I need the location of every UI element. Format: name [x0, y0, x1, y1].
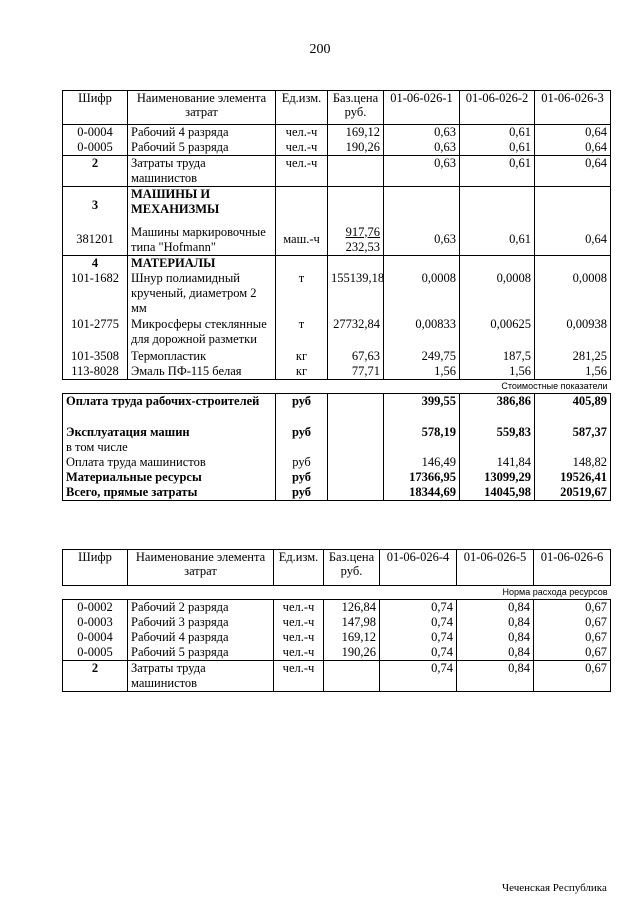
- row-code: 381201: [63, 225, 128, 256]
- row-unit: чел.-ч: [274, 645, 324, 661]
- summary-v2: 559,83: [460, 425, 535, 455]
- summary-v2: 13099,29: [460, 470, 535, 485]
- cost-indicators-label: Стоимостные показатели: [63, 379, 611, 393]
- table-row: [63, 630, 611, 645]
- summary-row: [63, 425, 611, 455]
- section-row: [63, 187, 611, 225]
- row-unit: т: [276, 317, 328, 349]
- row-name: Затраты труда машинистов: [128, 661, 274, 692]
- row-v3: 0,67: [534, 630, 611, 645]
- row-code: 0-0002: [63, 600, 128, 616]
- summary-row: [63, 470, 611, 485]
- row-unit: чел.-ч: [276, 156, 328, 187]
- row-v1: 0,63: [384, 140, 460, 156]
- summary-v2: 14045,98: [460, 485, 535, 501]
- row-v2: 0,61: [460, 125, 535, 141]
- summary-name: Оплата труда рабочих-строителей: [63, 393, 276, 425]
- table-row: [63, 156, 611, 187]
- row-price-cell: [328, 225, 384, 256]
- row-unit: маш.-ч: [276, 225, 328, 256]
- summary-v3: 405,89: [535, 393, 611, 425]
- row-v2: 0,84: [457, 630, 534, 645]
- summary-subtitle: в том числе: [66, 440, 128, 454]
- summary-v1: 399,55: [384, 393, 460, 425]
- row-v1: 0,63: [384, 125, 460, 141]
- row-code: 2: [63, 156, 128, 187]
- header-price: Баз.цена руб.: [328, 91, 384, 125]
- section-code: 4: [63, 255, 128, 271]
- summary-row: [63, 455, 611, 470]
- row-v2: 0,84: [457, 600, 534, 616]
- summary-unit: руб: [276, 470, 328, 485]
- row-name: Рабочий 3 разряда: [128, 615, 274, 630]
- header-price: Баз.цена руб.: [324, 550, 380, 586]
- resource-table-1: [62, 90, 611, 501]
- row-v1: 1,56: [384, 364, 460, 380]
- header-col3: 01-06-026-3: [535, 91, 611, 125]
- table-row: [63, 600, 611, 616]
- row-v3: 0,00938: [535, 317, 611, 349]
- row-unit: чел.-ч: [276, 125, 328, 141]
- summary-v1: 578,19: [384, 425, 460, 455]
- table-row: [63, 615, 611, 630]
- row-name: Затраты труда машинистов: [128, 156, 276, 187]
- norm-label: Норма расхода ресурсов: [63, 586, 611, 600]
- header-col5: 01-06-026-5: [457, 550, 534, 586]
- row-v1: 249,75: [384, 349, 460, 364]
- row-price: [328, 156, 384, 187]
- summary-unit: руб: [276, 393, 328, 425]
- row-v1: 0,74: [380, 630, 457, 645]
- summary-unit: руб: [276, 425, 328, 455]
- row-price: [324, 661, 380, 692]
- row-unit: кг: [276, 349, 328, 364]
- table-row: [63, 125, 611, 141]
- summary-name: Эксплуатация машин: [66, 425, 190, 439]
- row-v3: 0,67: [534, 645, 611, 661]
- row-v1: 0,74: [380, 661, 457, 692]
- row-price: 147,98: [324, 615, 380, 630]
- header-code: Шифр: [63, 550, 128, 586]
- row-name: Рабочий 2 разряда: [128, 600, 274, 616]
- row-code: 0-0005: [63, 140, 128, 156]
- row-name: Рабочий 5 разряда: [128, 140, 276, 156]
- row-unit: кг: [276, 364, 328, 380]
- summary-v3: 19526,41: [535, 470, 611, 485]
- page-number: 200: [309, 42, 331, 57]
- row-code: 0-0004: [63, 630, 128, 645]
- row-price: 190,26: [328, 140, 384, 156]
- header-col1: 01-06-026-1: [384, 91, 460, 125]
- row-v1: 0,74: [380, 600, 457, 616]
- row-code: 101-3508: [63, 349, 128, 364]
- row-price: 126,84: [324, 600, 380, 616]
- row-unit: чел.-ч: [274, 600, 324, 616]
- row-price: 67,63: [328, 349, 384, 364]
- row-v2: 0,61: [460, 140, 535, 156]
- row-code: 0-0003: [63, 615, 128, 630]
- header-col4: 01-06-026-4: [380, 550, 457, 586]
- summary-name-cell: [63, 425, 276, 455]
- row-v3: 0,0008: [535, 271, 611, 317]
- resource-table-2: [62, 549, 611, 692]
- row-price: 169,12: [328, 125, 384, 141]
- row-name: Термопластик: [128, 349, 276, 364]
- row-price: 190,26: [324, 645, 380, 661]
- row-v2: 0,61: [460, 225, 535, 256]
- row-unit: чел.-ч: [274, 661, 324, 692]
- summary-v3: 587,37: [535, 425, 611, 455]
- summary-v1: 18344,69: [384, 485, 460, 501]
- row-price: 77,71: [328, 364, 384, 380]
- row-v2: 1,56: [460, 364, 535, 380]
- row-v1: 0,63: [384, 156, 460, 187]
- summary-name: Всего, прямые затраты: [63, 485, 276, 501]
- header-col2: 01-06-026-2: [460, 91, 535, 125]
- table-header: [63, 550, 611, 586]
- row-code: 113-8028: [63, 364, 128, 380]
- row-price: 27732,84: [328, 317, 384, 349]
- row-v1: 0,0008: [384, 271, 460, 317]
- row-unit: чел.-ч: [274, 630, 324, 645]
- table-row: [63, 271, 611, 317]
- header-name: Наименование элемента затрат: [128, 550, 274, 586]
- summary-v3: 20519,67: [535, 485, 611, 501]
- row-v2: 0,00625: [460, 317, 535, 349]
- row-price: 917,76: [345, 224, 380, 239]
- footer-region: Чеченская Республика: [502, 882, 607, 894]
- row-name: Рабочий 4 разряда: [128, 125, 276, 141]
- section-row: [63, 255, 611, 271]
- table-row: [63, 349, 611, 364]
- cost-indicators-row: [63, 379, 611, 393]
- header-name: Наименование элемента затрат: [128, 91, 276, 125]
- row-v3: 0,64: [535, 156, 611, 187]
- row-v3: 0,64: [535, 225, 611, 256]
- row-v3: 281,25: [535, 349, 611, 364]
- row-unit: чел.-ч: [274, 615, 324, 630]
- table-header: [63, 91, 611, 125]
- row-code: 101-2775: [63, 317, 128, 349]
- row-price: 155139,18: [328, 271, 384, 317]
- row-code: 2: [63, 661, 128, 692]
- table-row: [63, 364, 611, 380]
- row-v1: 0,74: [380, 645, 457, 661]
- row-v2: 187,5: [460, 349, 535, 364]
- row-name: Эмаль ПФ-115 белая: [128, 364, 276, 380]
- row-v2: 0,84: [457, 661, 534, 692]
- header-code: Шифр: [63, 91, 128, 125]
- row-v2: 0,84: [457, 645, 534, 661]
- row-v3: 0,67: [534, 600, 611, 616]
- row-name: Рабочий 5 разряда: [128, 645, 274, 661]
- row-name: Рабочий 4 разряда: [128, 630, 274, 645]
- row-v1: 0,00833: [384, 317, 460, 349]
- row-code: 101-1682: [63, 271, 128, 317]
- summary-name: Оплата труда машинистов: [63, 455, 276, 470]
- summary-v2: 386,86: [460, 393, 535, 425]
- summary-v1: 146,49: [384, 455, 460, 470]
- summary-v2: 141,84: [460, 455, 535, 470]
- header-col6: 01-06-026-6: [534, 550, 611, 586]
- table-row: [63, 317, 611, 349]
- header-unit: Ед.изм.: [276, 91, 328, 125]
- row-code: 0-0005: [63, 645, 128, 661]
- row-v2: 0,84: [457, 615, 534, 630]
- row-code: 0-0004: [63, 125, 128, 141]
- section-title: МАШИНЫ И МЕХАНИЗМЫ: [128, 187, 276, 225]
- row-v3: 0,64: [535, 125, 611, 141]
- row-name: Шнур полиамидный крученый, диаметром 2 мм: [128, 271, 276, 317]
- row-name: Микросферы стеклянные для дорожной разметки: [128, 317, 276, 349]
- row-v3: 0,64: [535, 140, 611, 156]
- row-v3: 1,56: [535, 364, 611, 380]
- summary-row: [63, 393, 611, 425]
- table-row: [63, 140, 611, 156]
- summary-unit: руб: [276, 455, 328, 470]
- section-title: МАТЕРИАЛЫ: [128, 255, 276, 271]
- table-row: [63, 645, 611, 661]
- header-unit: Ед.изм.: [274, 550, 324, 586]
- summary-row: [63, 485, 611, 501]
- row-v3: 0,67: [534, 661, 611, 692]
- row-v1: 0,63: [384, 225, 460, 256]
- row-v2: 0,0008: [460, 271, 535, 317]
- row-v3: 0,67: [534, 615, 611, 630]
- table-row: [63, 661, 611, 692]
- row-unit: т: [276, 271, 328, 317]
- summary-v1: 17366,95: [384, 470, 460, 485]
- summary-name: Материальные ресурсы: [63, 470, 276, 485]
- row-price-secondary: 232,53: [345, 239, 380, 254]
- summary-v3: 148,82: [535, 455, 611, 470]
- row-price: 169,12: [324, 630, 380, 645]
- section-code: 3: [63, 187, 128, 225]
- summary-unit: руб: [276, 485, 328, 501]
- row-unit: чел.-ч: [276, 140, 328, 156]
- row-v1: 0,74: [380, 615, 457, 630]
- table-row: [63, 225, 611, 256]
- row-name: Машины маркировочные типа "Hofmann": [128, 225, 276, 256]
- row-v2: 0,61: [460, 156, 535, 187]
- norm-label-row: [63, 586, 611, 600]
